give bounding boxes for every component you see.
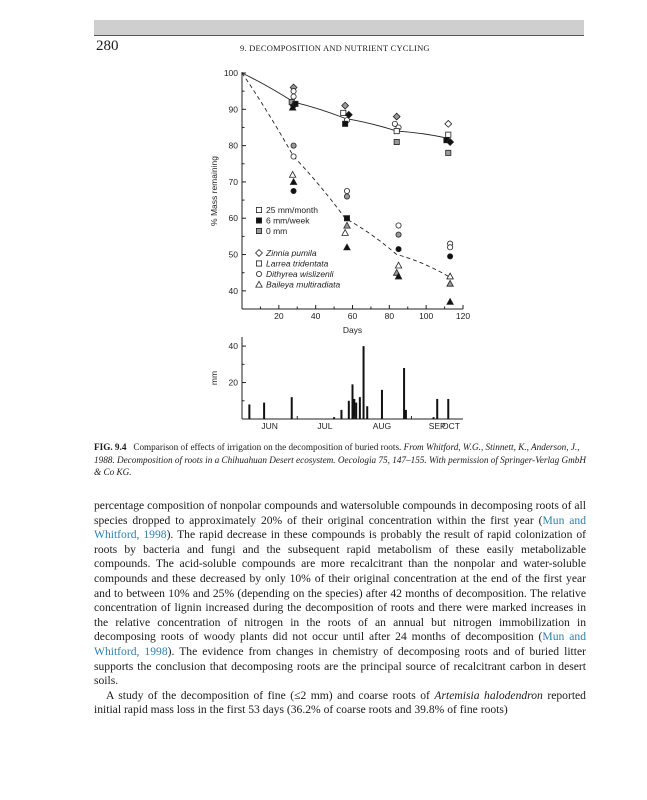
data-point-circle — [291, 94, 296, 99]
figure-caption — [94, 441, 586, 479]
rain-bar — [263, 403, 265, 419]
running-head: 9. DECOMPOSITION AND NUTRIENT CYCLING — [240, 43, 430, 53]
data-point-circle — [291, 143, 296, 148]
data-point-circle — [344, 188, 349, 193]
irrigation-bar-chart — [209, 337, 463, 431]
data-point-diamond — [393, 113, 400, 120]
rain-bar — [405, 410, 407, 419]
x-tick-label: 80 — [384, 311, 395, 321]
rain-bar — [436, 399, 438, 419]
month-label: AUG — [372, 421, 392, 431]
page-number: 280 — [96, 38, 119, 54]
bar-y-tick-label: 20 — [228, 377, 238, 388]
month-label: JUL — [317, 421, 333, 431]
y-tick-label: 70 — [228, 176, 238, 187]
body-text — [94, 499, 586, 718]
legend-label: 0 mm — [266, 226, 288, 236]
paragraph-2: A study of the decomposition of fine (≤2 mm) and coarse roots of Artemisia halodendron reported initial rapid mass loss in the first 53 days (36.2% of coarse roots and 39.8% of fine roots) — [94, 688, 586, 717]
data-point-diamond — [342, 102, 349, 109]
data-point-circle — [396, 246, 401, 251]
rain-bar — [352, 384, 354, 419]
legend-label: Larrea tridentata — [266, 258, 329, 269]
data-point-circle — [448, 245, 453, 250]
legend-marker-square — [256, 218, 261, 223]
data-point-triangle — [395, 262, 401, 268]
rain-bar — [353, 399, 355, 419]
data-point-circle — [396, 223, 401, 228]
data-point-square — [344, 216, 349, 221]
data-point-square — [394, 128, 399, 133]
data-point-circle — [291, 188, 296, 193]
legend-marker-circle — [256, 271, 261, 276]
y-tick-label: 80 — [228, 140, 238, 151]
y-tick-label: 100 — [223, 68, 238, 78]
data-point-square — [394, 139, 399, 144]
x-tick-label: 60 — [347, 311, 358, 321]
legend-marker-square — [256, 261, 261, 266]
legend-label: Zinnia pumila — [266, 248, 317, 258]
month-label: OCT — [442, 421, 460, 431]
rain-bar — [366, 406, 368, 419]
data-point-circle — [344, 194, 349, 199]
figure-label: FIG. 9.4 — [94, 442, 127, 452]
caption-text: Comparison of effects of irrigation on the decomposition of buried roots. — [133, 442, 402, 452]
rain-bar — [381, 390, 383, 419]
data-point-diamond — [445, 120, 452, 127]
rain-bar — [355, 403, 357, 419]
legend-marker-square — [256, 207, 261, 212]
x-axis-label: Days — [342, 325, 363, 335]
rain-bar — [363, 346, 365, 419]
y-axis-label: % Mass remaining — [209, 156, 219, 226]
bar-y-axis-label: mm — [209, 370, 219, 386]
legend-label: Dithyrea wislizenli — [266, 269, 334, 279]
rain-bar — [359, 397, 361, 419]
x-tick-label: 120 — [455, 311, 471, 321]
data-point-square — [446, 150, 451, 155]
data-point-triangle — [447, 280, 453, 286]
data-point-triangle — [344, 222, 350, 228]
legend-marker-triangle — [256, 281, 262, 287]
data-point-circle — [291, 89, 296, 94]
caption-citation: From Whitford, W.G., Stinnett, K., Anderson, J., 1988. Decomposition of roots in a Chihuahuan Desert ecosystem. Oecologia 75, 147–155. With permission of Springer-Verlag GmbH & Co KG. — [94, 442, 586, 477]
x-tick-label: 100 — [419, 311, 434, 321]
rain-bar — [291, 397, 293, 419]
data-point-circle — [291, 154, 296, 159]
month-label: JUN — [261, 421, 278, 431]
citation-link[interactable]: Mun and Whitford, 1998 — [94, 630, 586, 658]
legend-marker-diamond — [256, 250, 263, 257]
data-point-triangle — [290, 179, 296, 185]
y-tick-label: 50 — [228, 249, 238, 260]
data-point-circle — [396, 232, 401, 237]
legend-label: Baileya multiradiata — [266, 279, 341, 290]
mass-remaining-chart — [209, 68, 470, 335]
rain-bar — [348, 401, 350, 419]
rain-bar — [340, 410, 342, 419]
rain-bar — [403, 368, 405, 419]
legend-marker-square — [256, 228, 261, 233]
citation-link[interactable]: Mun and Whitford, 1998 — [94, 513, 586, 542]
month-label: SEP — [428, 421, 446, 431]
species-name: Artemisia halodendron — [434, 688, 543, 702]
x-tick-label: 40 — [310, 311, 321, 321]
y-tick-label: 60 — [228, 213, 238, 224]
data-point-triangle — [447, 299, 453, 305]
y-tick-label: 90 — [228, 104, 238, 115]
rain-bar — [248, 404, 250, 419]
bar-y-tick-label: 40 — [228, 341, 238, 352]
data-point-square — [446, 132, 451, 137]
legend-label: 25 mm/month — [266, 205, 318, 215]
paragraph-1: percentage composition of nonpolar compounds and watersoluble compounds in decomposing roots of all species dropped to approximately 20% of their original concentration within the first year (Mun and Whitford, 1998). The rapid decrease in these compounds is probably the result of rapid colonization of roots by bacteria and fungi and the subsequent rapid metabolism of these easily metabolizable compounds. The acid-soluble compounds are more recalcitrant than the nonpolar and water-soluble compounds and these decreased by only 10% of their original concentration at the end of the first year and to between 10% and 25% (depending on the species) after 42 months of decomposition. The relative concentration of lignin increased during the decomposition of roots and there were marked increases in the relative concentration of nitrogen in the roots of an annual but nitrogen immobilization in decomposing roots of woody plants did not occur until after 24 months of decomposition (Mun and Whitford, 1998). The evidence from changes in chemistry of decomposing roots and of buried litter supports the conclusion that decomposing roots are the principal source of recalcitrant carbon in desert soils. — [94, 499, 587, 688]
legend-label: 6 mm/week — [266, 215, 310, 226]
rain-bar — [333, 417, 335, 419]
data-point-square — [343, 121, 348, 126]
data-point-circle — [448, 254, 453, 259]
rain-bar — [433, 417, 435, 419]
data-point-triangle — [289, 171, 295, 177]
data-point-diamond — [345, 111, 352, 118]
rain-bar — [447, 399, 449, 419]
x-tick-label: 20 — [274, 311, 284, 321]
data-point-triangle — [342, 230, 348, 236]
data-point-triangle — [344, 244, 350, 250]
y-tick-label: 40 — [228, 285, 238, 296]
